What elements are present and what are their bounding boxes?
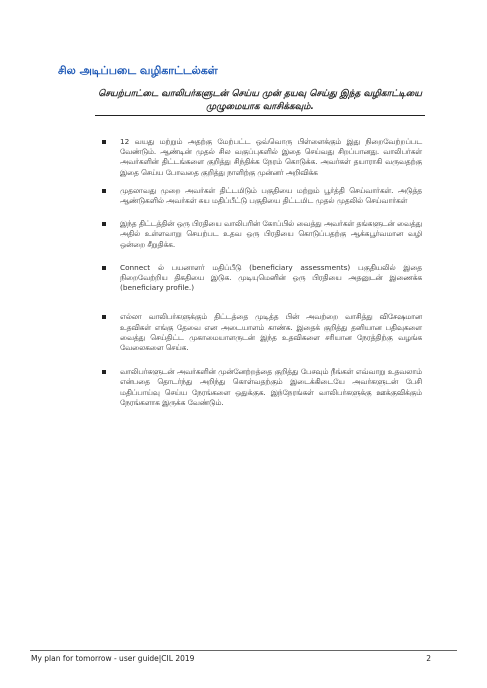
- bullet-icon: [102, 189, 106, 193]
- guideline-list: [102, 137, 422, 408]
- list-item: [102, 186, 422, 206]
- list-item: [102, 367, 422, 408]
- bullet-icon: [102, 315, 106, 319]
- list-item: [102, 137, 422, 178]
- list-item-text: Connect ல் பயனாளர் மதிப்பீடு (beneficiary assessments) பகுதியலில் இதை நிறைவேற்றிய திகதியை இடுக. முடியுமெனின் ஒரு பிரதியை அதனுடன் இணைக்க (beneficiary profile.): [120, 262, 422, 293]
- bullet-icon: [102, 140, 106, 144]
- bullet-icon: [102, 266, 106, 270]
- list-item-text: எல்லா வாலிபர்களுக்கும் திட்டத்தை முடித்த பின் அவற்றை வாசித்து விசேஷமான உதவிகள் எங்கு தேவை என அடையாளம் காண்க. இதைக் குறித்து தனியான பதிவுகளை வைத்து செய்திட்ட முகாமையாளருடன் இந்த உதவிகளை சரியான நேரத்திற்கு வழங்க வேலைகளை செய்க.: [120, 312, 422, 353]
- instruction-note: செயற்பாட்டை வாலிபர்களுடன் செய்ய முன் தயவு செய்து இந்த வழிகாட்டியை முழுமையாக வாசிக்கவும்.: [95, 88, 425, 116]
- page-number: 2: [426, 654, 431, 663]
- list-item: [102, 312, 422, 353]
- footer-divider: [30, 650, 457, 651]
- section-heading: சில அடிப்படை வழிகாட்டல்கள்: [58, 64, 218, 77]
- bullet-icon: [102, 222, 106, 226]
- list-item-text: இந்த திட்டத்தின் ஒரு பிரதியை வாலிபரின் கோப்பில் வைத்து அவர்கள் தங்களுடன் வைத்து அதில் உள்ளவாறு செயற்பட உதவ ஒரு பிரதியை கொடுப்பதற்கு ஆக்கபூர்வமான வழி ஒன்றை சீறுதிக்க.: [120, 219, 422, 249]
- footer-text: My plan for tomorrow - user guide|CIL 2019: [31, 654, 195, 663]
- list-item: [102, 219, 422, 250]
- list-item-text: வாலிபர்களுடன் அவர்களின் முன்னேற்றத்தை குறித்து பேசவும் நீங்கள் எவ்வாறு உதவலாம் என்பதை தொடர்ந்து அறிந்து கொள்வதற்கும் இடைக்கிடையே அவர்களுடன் பேசி மதிப்பாய்வு செய்ய நேரங்களை ஒதுக்குக. இந்நேரங்கள் வாலிபர்களுக்கு ஊக்குவிக்கும் நேரங்களாக இருக்க வேண்டும்.: [120, 367, 422, 407]
- list-item-text: முதலாவது முறை அவர்கள் திட்டமிடும் பகுதியை மற்றும் பூர்த்தி செய்வார்கள். அடுத்த ஆண்டுகளில் அவர்கள் சுய மதிப்பீட்டு பகுதியை திட்டமிட முதல் முதலில் செய்வார்கள்: [120, 185, 422, 206]
- list-item-text: 12 வயது மற்றும் அதற்கு மேற்பட்ட ஒவ்வொரு பிள்ளைக்கும் இது நிறைவேற்றப்பட வேண்டும். ஆண்டின் முதல் சில வகுப்புகளில் இதை செய்வது சிறப்பானது. வாலிபர்கள் அவர்களின் திட்டங்களை குறித்து சிந்திக்க நேரம் கொடுக்க. அவர்கள் தயாராகி வருவதற்கு இதை செய்ய போவதை குறித்து நாளிற்கு முன்னர் அறிவிக்க: [120, 137, 422, 177]
- list-item: [102, 263, 422, 294]
- bullet-icon: [102, 370, 106, 374]
